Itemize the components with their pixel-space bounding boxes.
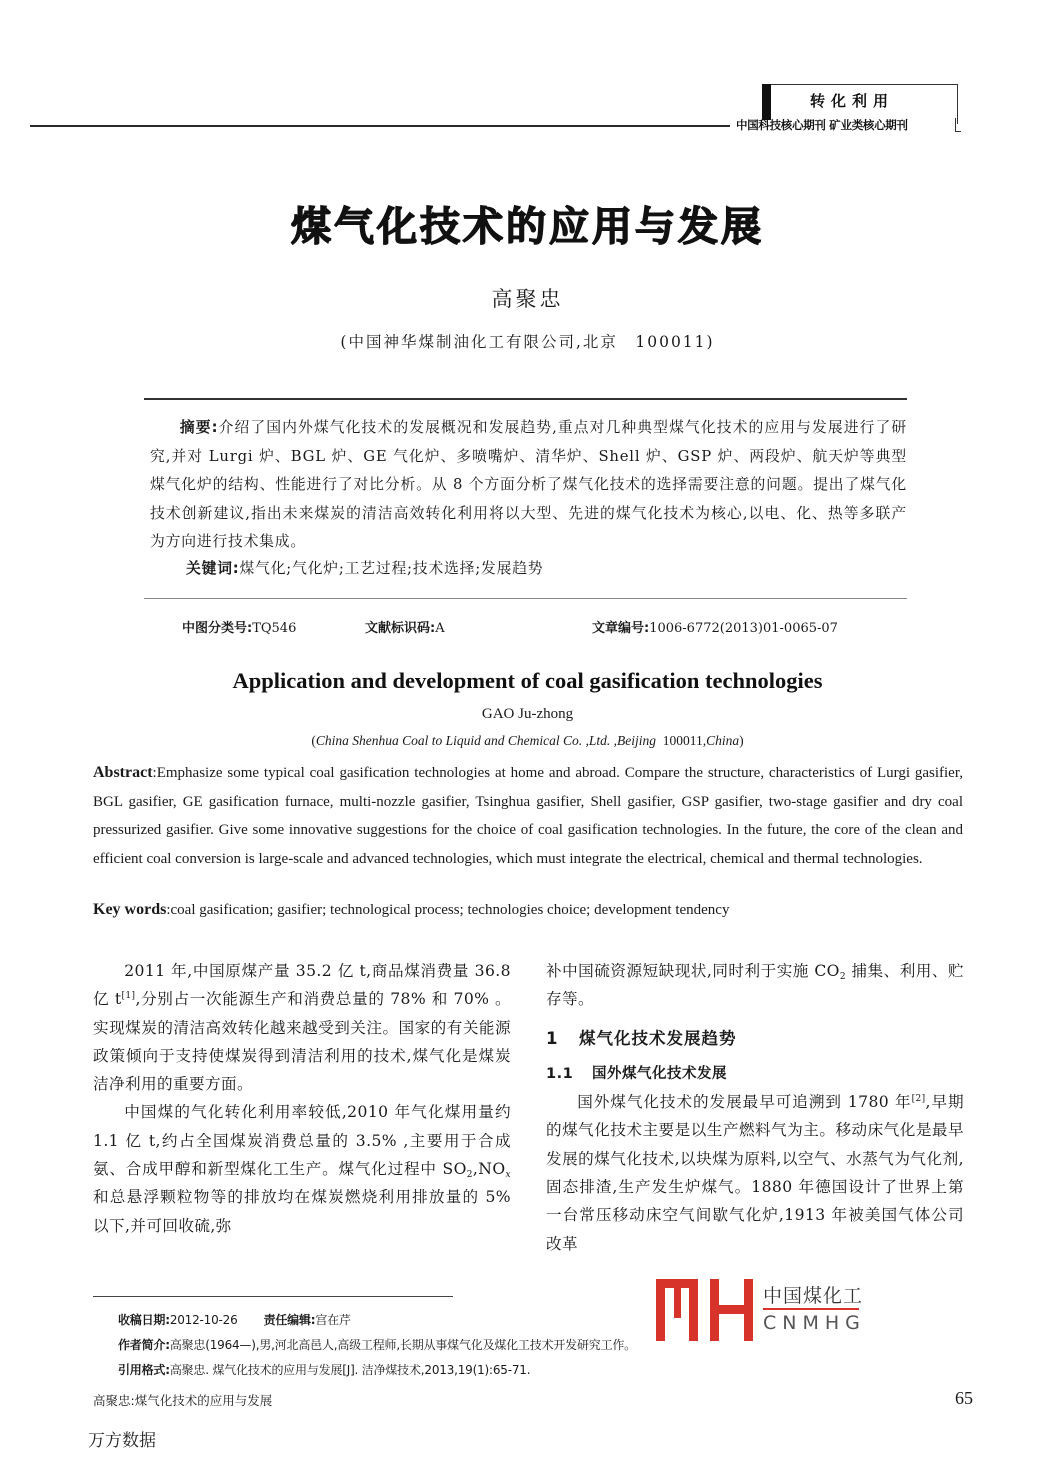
abstract-en-text: Emphasize some typical coal gasification technologies at home and abroad. Compare the structure, characteristics of Lurgi gasifier, BGL gasifier, GE gasification furnace, multi-nozzle gasifier, Tsinghua gasifier, Shell gasifier, GSP gasifier, two-stage gasifier and dry coal pressurized gasifier. Give some innovative suggestions for the choice of coal gasification technologies. In the future, the core of the clean and efficient coal conversion is large-scale and advanced technologies, which must integrate the electrical, chemical and thermal technologies. <box>93 765 963 867</box>
section-box-tick <box>955 118 961 132</box>
running-title: 高聚忠:煤气化技术的应用与发展 <box>93 1393 273 1408</box>
body-column-right <box>546 957 964 1258</box>
body-paragraph: 补中国硫资源短缺现状,同时利于实施 $CO_2$ 捕集、利用、贮存等。 <box>546 962 964 1009</box>
body-paragraph: 中国煤的气化转化利用率较低,2010 年气化煤用量约 1.1 亿 t,约占全国煤炭消费总量的 3.5% ,主要用于合成氨、合成甲醇和新型煤化工生产。煤气化过程中 $SO_2,NO_x$ 和总悬浮颗粒物等的排放均在煤炭燃烧利用排放量的 5% 以下,并可回收硫,弥 <box>93 1103 511 1235</box>
abstract-cn-label: 摘要: <box>179 419 219 436</box>
abstract-bottom-rule <box>144 598 907 599</box>
footnote-author-bio: 作者简介:高聚忠(1964—),男,河北高邑人,高级工程师,长期从事煤气化及煤化工技术开发研究工作。 <box>118 1338 636 1352</box>
section-heading-1: 1 煤气化技术发展趋势 <box>546 1028 737 1048</box>
clc-number <box>182 617 296 636</box>
affiliation-en: (China Shenhua Coal to Liquid and Chemical Co. ,Ltd. ,Beijing 100011,China) <box>311 733 744 748</box>
article-number <box>592 617 838 636</box>
footnote-rule <box>93 1296 453 1297</box>
section-heading-1-1: 1.1 国外煤气化技术发展 <box>546 1065 727 1082</box>
document-code <box>365 617 445 636</box>
doc-code-label: 文献标识码: <box>365 621 436 636</box>
abstract-en: Abstract:Emphasize some typical coal gasification technologies at home and abroad. Compare the structure, characteristics of Lurgi gasifier, BGL gasifier, GE gasification furnace, multi-nozzle gasifier, Tsinghua gasifier, Shell gasifier, GSP gasifier, two-stage gasifier and dry coal pressurized gasifier. Give some innovative suggestions for the choice of coal gasification technologies. In the future, the core of the clean and efficient coal conversion is large-scale and advanced technologies, which must integrate the electrical, chemical and thermal technologies. <box>93 764 963 867</box>
footnote-received: 收稿日期:2012-10-26 责任编辑:宫在芹 <box>118 1313 351 1327</box>
abstract-top-rule <box>144 398 907 400</box>
title-en: Application and development of coal gasification technologies <box>232 668 823 693</box>
mh-logo-icon <box>656 1279 756 1341</box>
body-paragraph: 2011 年,中国原煤产量 35.2 亿 t,商品煤消费量 36.8 亿 t[1],分别占一次能源生产和消费总量的 78% 和 70% 。实现煤炭的清洁高效转化越来越受到关注。国家的有关能源政策倾向于支持使煤炭得到清洁利用的技术,煤气化是煤炭洁净利用的重要方面。 <box>93 962 511 1094</box>
footnote-citation: 引用格式:高聚忠. 煤气化技术的应用与发展[J]. 洁净煤技术,2013,19(1):65-71. <box>118 1363 531 1377</box>
keywords-en-label: Key words <box>93 901 167 918</box>
clc-label: 中图分类号: <box>182 621 253 636</box>
cnmhg-logo <box>656 1279 866 1341</box>
author-cn: 高聚忠 <box>491 287 564 311</box>
article-no-label: 文章编号: <box>592 621 650 636</box>
keywords-en: Key words:coal gasification; gasifier; technological process; technologies choice; development tendency <box>93 901 730 918</box>
clc-value: TQ546 <box>252 621 297 636</box>
abstract-cn <box>150 414 907 557</box>
affiliation-cn: (中国神华煤制油化工有限公司,北京 100011) <box>340 333 715 351</box>
affiliation-en-country: ,China <box>702 733 740 748</box>
keywords-en-text: coal gasification; gasifier; technological process; technologies choice; development tendency <box>170 902 730 918</box>
title-cn: 煤气化技术的应用与发展 <box>291 204 764 250</box>
section-label: 转化利用 <box>810 92 895 110</box>
keywords-cn <box>186 557 543 578</box>
header-rule <box>30 125 730 127</box>
logo-divider <box>763 1308 859 1310</box>
affiliation-en-org: China Shenhua Coal to Liquid and Chemical Co. ,Ltd. ,Beijing <box>315 733 656 748</box>
affiliation-en-postcode: 100011 <box>662 733 703 748</box>
section-bar <box>762 84 771 120</box>
page-number: 65 <box>955 1388 973 1408</box>
abstract-en-label: Abstract <box>93 764 153 781</box>
body-paragraph: 国外煤气化技术的发展最早可追溯到 1780 年[2],早期的煤气化技术主要是以生产燃料气为主。移动床气化是最早发展的煤气化技术,以块煤为原料,以空气、水蒸气为气化剂,固态排渣,生产发生炉煤气。1880 年德国设计了世界上第一台常压移动床空气间歇气化炉,1913 年被美国气体公司改革 <box>546 1093 964 1253</box>
logo-name-cn: 中国煤化工 <box>763 1285 864 1307</box>
article-no-value: 1006-6772(2013)01-0065-07 <box>649 621 838 636</box>
body-column-left <box>93 957 511 1240</box>
journal-tags: 中国科技核心期刊 矿业类核心期刊 <box>736 118 908 132</box>
citation-ref[interactable]: [1] <box>121 991 136 1002</box>
citation-ref[interactable]: [2] <box>911 1094 926 1105</box>
keywords-cn-text: 煤气化;气化炉;工艺过程;技术选择;发展趋势 <box>239 560 544 577</box>
abstract-cn-text: 介绍了国内外煤气化技术的发展概况和发展趋势,重点对几种典型煤气化技术的应用与发展进行了研究,并对 Lurgi 炉、BGL 炉、GE 气化炉、多喷嘴炉、清华炉、Shell 炉、GSP 炉、两段炉、航天炉等典型煤气化炉的结构、性能进行了对比分析。从 8 个方面分析了煤气化技术的选择需要注意的问题。提出了煤气化技术创新建议,指出未来煤炭的清洁高效转化利用将以大型、先进的煤气化技术为核心,以电、化、热等多联产为方向进行技术集成。 <box>150 419 907 550</box>
source-watermark: 万方数据 <box>88 1431 156 1451</box>
author-en: GAO Ju-zhong <box>481 706 574 722</box>
logo-name-en: CNMHG <box>763 1312 866 1334</box>
keywords-cn-label: 关键词: <box>186 560 240 577</box>
doc-code-value: A <box>435 621 445 636</box>
